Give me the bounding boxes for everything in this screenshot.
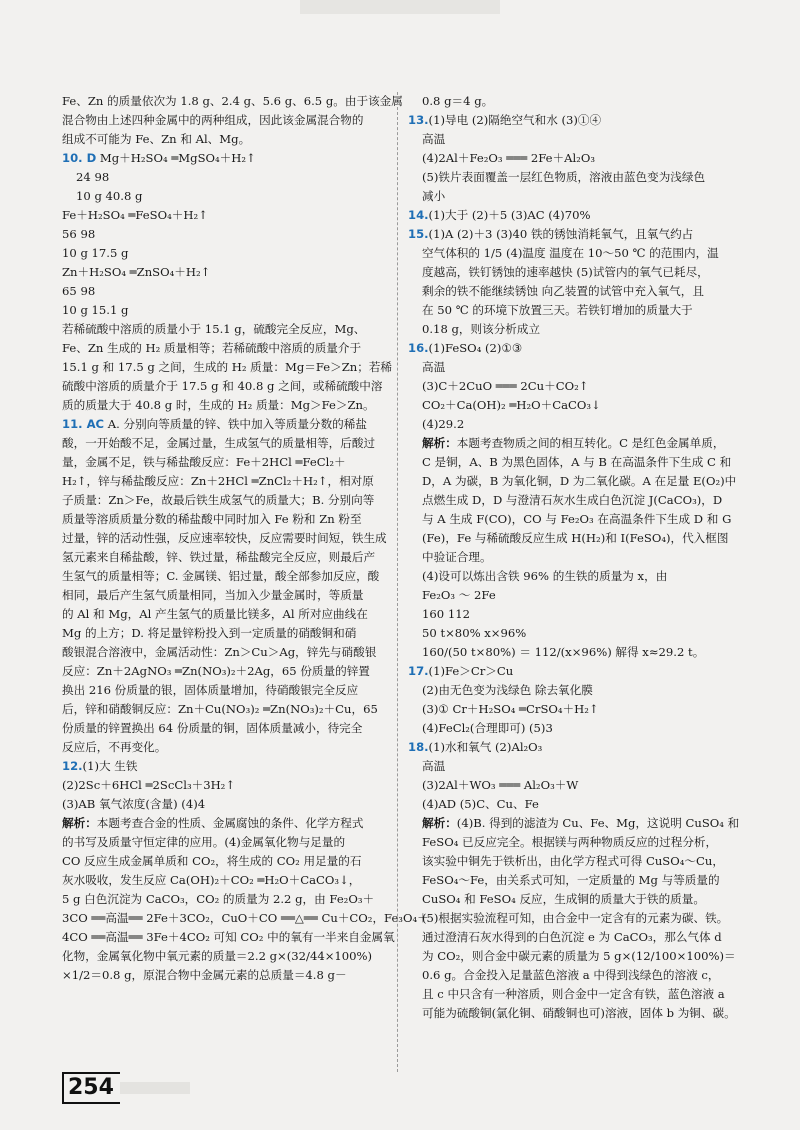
text-line <box>62 320 392 339</box>
line-text: 点燃生成 D，D 与澄清石灰水生成白色沉淀 J(CaCO₃)，D <box>422 493 723 507</box>
text-line <box>62 890 392 909</box>
line-text: A. 分别向等质量的锌、铁中加入等质量分数的稀盐 <box>104 417 367 431</box>
text-line <box>408 643 764 662</box>
text-line <box>62 377 392 396</box>
text-line <box>62 263 392 282</box>
line-text: 剩余的铁不能继续锈蚀 向乙装置的试管中充入氧气，且 <box>422 284 704 298</box>
text-line <box>62 700 392 719</box>
text-line <box>62 472 392 491</box>
text-line <box>62 795 392 814</box>
text-line <box>408 453 764 472</box>
line-text: (1)FeSO₄ (2)①③ <box>428 341 523 355</box>
line-text: 的 Al 和 Mg，Al 产生氢气的质量比镁多，Al 所对应曲线在 <box>62 607 368 621</box>
line-text: 为 CO₂，则合金中碳元素的质量为 5 g×(12/100×100%)＝ <box>422 949 736 963</box>
text-line <box>408 586 764 605</box>
text-line <box>62 339 392 358</box>
line-text: 份质量的锌置换出 64 份质量的铜，固体质量减小，待完全 <box>62 721 363 735</box>
text-line <box>62 168 392 187</box>
line-text: (4)B. 得到的滤渣为 Cu、Fe、Mg，这说明 CuSO₄ 和 <box>456 816 740 830</box>
line-text: 0.18 g，则该分析成立 <box>422 322 541 336</box>
text-line <box>408 206 764 225</box>
text-line <box>408 852 764 871</box>
text-line <box>62 301 392 320</box>
text-line <box>408 700 764 719</box>
line-text: 生氢气的质量相等；C. 金属镁、铝过量，酸全部参加反应，酸 <box>62 569 380 583</box>
text-line <box>408 301 764 320</box>
text-line <box>408 510 764 529</box>
line-text: 组成不可能为 Fe、Zn 和 Al、Mg。 <box>62 132 251 146</box>
line-text: 15.1 g 和 17.5 g 之间，生成的 H₂ 质量：Mg＝Fe＞Zn；若稀 <box>62 360 393 374</box>
line-text: FeSO₄～Fe，由关系式可知，一定质量的 Mg 与等质量的 <box>422 873 720 887</box>
line-text: 酸银混合溶液中，金属活动性：Zn＞Cu＞Ag，锌先与硝酸银 <box>62 645 377 659</box>
text-line <box>62 738 392 757</box>
text-line <box>408 415 764 434</box>
line-text: 65 98 <box>62 284 96 298</box>
text-line <box>408 377 764 396</box>
line-text: (1)Fe＞Cr＞Cu <box>428 664 514 678</box>
line-text: 质的质量大于 40.8 g 时，生成的 H₂ 质量：Mg＞Fe＞Zn。 <box>62 398 375 412</box>
text-line <box>62 548 392 567</box>
line-text: (1)水和氧气 (2)Al₂O₃ <box>428 740 543 754</box>
question-number: 11. AC <box>62 417 105 431</box>
text-line <box>62 909 429 928</box>
line-text: 通过澄清石灰水得到的白色沉淀 e 为 CaCO₃，那么气体 d <box>422 930 722 944</box>
line-text: 反应后，不再变化。 <box>62 740 167 754</box>
line-text: CO₂＋Ca(OH)₂ ═H₂O＋CaCO₃↓ <box>422 398 601 412</box>
line-text: 本题考查合金的性质、金属腐蚀的条件、化学方程式 <box>96 816 364 830</box>
question-number: 17. <box>408 664 429 678</box>
text-line <box>408 833 764 852</box>
line-text: 4CO ══高温══ 3Fe＋4CO₂ 可知 CO₂ 中的氧有一半来自金属氧 <box>62 930 395 944</box>
text-line <box>408 814 764 833</box>
text-line <box>62 947 392 966</box>
line-text: 子质量：Zn＞Fe，故最后铁生成氢气的质量大；B. 分别向等 <box>62 493 375 507</box>
line-text: 度越高，铁钉锈蚀的速率越快 (5)试管内的氧气已耗尽， <box>422 265 709 279</box>
line-text: FeSO₄ 已反应完全。根据镁与两种物质反应的过程分析， <box>422 835 718 849</box>
line-text: Zn＋H₂SO₄ ═ZnSO₄＋H₂↑ <box>62 265 211 279</box>
line-text: Fe、Zn 生成的 H₂ 质量相等；若稀硫酸中溶质的质量介于 <box>62 341 362 355</box>
question-number: 18. <box>408 740 429 754</box>
text-line <box>408 396 764 415</box>
line-text: (3)C＋2CuO ═══ 2Cu＋CO₂↑ <box>422 379 589 393</box>
line-text: (5)铁片表面覆盖一层红色物质，溶液由蓝色变为浅绿色 <box>422 170 706 184</box>
line-text: 160/(50 t×80%) ＝ 112/(x×96%) 解得 x≈29.2 t。 <box>422 645 705 659</box>
text-line <box>408 890 764 909</box>
text-line <box>62 643 392 662</box>
line-text: 过量，锌的活动性强，反应速率较快，反应需要时间短，铁生成 <box>62 531 387 545</box>
text-line <box>62 529 392 548</box>
text-line <box>408 624 764 643</box>
text-line <box>408 966 764 985</box>
line-text: 氢元素来自稀盐酸，锌、铁过量，稀盐酸完全反应，则最后产 <box>62 550 376 564</box>
line-text: 0.6 g。合金投入足量蓝色溶液 a 中得到浅绿色的溶液 c， <box>422 968 720 982</box>
line-text: (1)大 生铁 <box>82 759 138 773</box>
line-text: 该实验中铜先于铁析出，由化学方程式可得 CuSO₄～Cu， <box>422 854 724 868</box>
line-text: 换出 216 份质量的银，固体质量增加，待硝酸银完全反应 <box>62 683 359 697</box>
line-text: 在 50 ℃ 的环境下放置三天。若铁钉增加的质量大于 <box>422 303 693 317</box>
line-text: (4)FeCl₂(合理即可) (5)3 <box>422 721 553 735</box>
line-text: 5 g 白色沉淀为 CaCO₃，CO₂ 的质量为 2.2 g，由 Fe₂O₃＋ <box>62 892 375 906</box>
line-text: (Fe)，Fe 与稀硫酸反应生成 H(H₂)和 I(FeSO₄)，代入框图 <box>422 531 729 545</box>
line-text: (2)2Sc＋6HCl ═2ScCl₃＋3H₂↑ <box>62 778 236 792</box>
line-text: C 是铜，A、B 为黑色固体，A 与 B 在高温条件下生成 C 和 <box>422 455 732 469</box>
text-line <box>62 757 392 776</box>
text-line <box>62 928 395 947</box>
question-number: 13. <box>408 113 429 127</box>
text-line <box>408 358 764 377</box>
text-line <box>408 719 764 738</box>
line-text: 若稀硫酸中溶质的质量小于 15.1 g，硫酸完全反应，Mg、 <box>62 322 366 336</box>
text-line <box>62 149 392 168</box>
line-text: 24 98 <box>76 170 110 184</box>
line-text: Mg 的上方；D. 将足量锌粉投入到一定质量的硝酸铜和硝 <box>62 626 357 640</box>
text-line <box>62 225 392 244</box>
line-text: 10 g 40.8 g <box>76 189 143 203</box>
line-text: 且 c 中只含有一种溶质，则合金中一定含有铁，蓝色溶液 a <box>422 987 725 1001</box>
line-text: 的书写及质量守恒定律的应用。(4)金属氧化物与足量的 <box>62 835 346 849</box>
text-line <box>62 966 392 985</box>
text-line <box>408 263 764 282</box>
text-line <box>408 662 764 681</box>
line-text: ×1/2＝0.8 g，原混合物中金属元素的总质量＝4.8 g－ <box>62 968 347 982</box>
text-line <box>408 244 764 263</box>
analysis-label: 解析： <box>62 816 97 830</box>
text-line <box>408 757 764 776</box>
text-line <box>408 434 764 453</box>
text-line <box>408 111 764 130</box>
text-line <box>408 909 764 928</box>
line-text: 高温 <box>422 360 446 374</box>
line-text: 10 g 15.1 g <box>62 303 129 317</box>
line-text: 高温 <box>422 759 446 773</box>
question-number: 16. <box>408 341 429 355</box>
column-divider <box>397 92 398 1072</box>
text-line <box>408 776 764 795</box>
line-text: 56 98 <box>62 227 96 241</box>
text-line <box>408 738 764 757</box>
line-text: 本题考查物质之间的相互转化。C 是红色金属单质， <box>456 436 725 450</box>
line-text: (1)导电 (2)隔绝空气和水 (3)①④ <box>428 113 602 127</box>
line-text: 灰水吸收，发生反应 Ca(OH)₂＋CO₂ ═H₂O＋CaCO₃↓， <box>62 873 361 887</box>
text-line <box>62 605 392 624</box>
page-number: 254 <box>62 1072 120 1104</box>
text-line <box>408 282 764 301</box>
line-text: (4)设可以炼出含铁 96% 的生铁的质量为 x，由 <box>422 569 668 583</box>
line-text: 化物，金属氧化物中氧元素的质量＝2.2 g×(32/44×100%) <box>62 949 373 963</box>
line-text: 50 t×80% x×96% <box>422 626 527 640</box>
line-text: CO 反应生成金属单质和 CO₂，将生成的 CO₂ 用足量的石 <box>62 854 362 868</box>
line-text: 质量等溶质质量分数的稀盐酸中同时加入 Fe 粉和 Zn 粉至 <box>62 512 362 526</box>
text-line <box>62 681 392 700</box>
text-line <box>62 491 392 510</box>
text-line <box>408 472 764 491</box>
line-text: 空气体积的 1/5 (4)温度 温度在 10～50 ℃ 的范围内，温 <box>422 246 719 260</box>
line-text: CuSO₄ 和 FeSO₄ 反应，生成铜的质量大于铁的质量。 <box>422 892 705 906</box>
text-line <box>408 320 764 339</box>
line-text: (3)① Cr＋H₂SO₄ ═CrSO₄＋H₂↑ <box>422 702 599 716</box>
text-line <box>62 814 392 833</box>
line-text: 硫酸中溶质的质量介于 17.5 g 和 40.8 g 之间，或稀硫酸中溶 <box>62 379 383 393</box>
line-text: Mg＋H₂SO₄ ═MgSO₄＋H₂↑ <box>96 151 256 165</box>
question-number: 10. D <box>62 151 97 165</box>
analysis-label: 解析： <box>422 816 457 830</box>
text-line <box>408 567 764 586</box>
text-line <box>62 396 392 415</box>
line-text: 相同，最后产生氢气质量相同，当加入少量金属时，等质量 <box>62 588 364 602</box>
text-line <box>408 187 764 206</box>
text-line <box>408 928 764 947</box>
text-line <box>62 92 403 111</box>
text-line <box>62 662 392 681</box>
line-text: (1)A (2)＋3 (3)40 铁的锈蚀消耗氧气，且氧气约占 <box>428 227 694 241</box>
text-line <box>62 206 392 225</box>
line-text: Fe₂O₃ ～ 2Fe <box>422 588 496 602</box>
text-line <box>62 624 392 643</box>
line-text: Fe、Zn 的质量依次为 1.8 g、2.4 g、5.6 g、6.5 g。由于该金属 <box>62 94 403 108</box>
text-line <box>408 491 764 510</box>
line-text: (3)AB 氧气浓度(含量) (4)4 <box>62 797 206 811</box>
line-text: 反应：Zn＋2AgNO₃ ═Zn(NO₃)₂＋2Ag，65 份质量的锌置 <box>62 664 370 678</box>
line-text: 酸，一开始酸不足，金属过量，生成氢气的质量相等，后酸过 <box>62 436 376 450</box>
line-text: 量，金属不足，铁与稀盐酸反应：Fe＋2HCl ═FeCl₂＋ <box>62 455 346 469</box>
text-line <box>62 130 392 149</box>
text-line <box>62 510 392 529</box>
text-line <box>408 130 764 149</box>
text-line <box>408 1004 764 1023</box>
line-text: 中验证合理。 <box>422 550 492 564</box>
line-text: (5)根据实验流程可知，由合金中一定含有的元素为碳、铁。 <box>422 911 729 925</box>
text-line <box>62 833 392 852</box>
line-text: Fe＋H₂SO₄ ═FeSO₄＋H₂↑ <box>62 208 208 222</box>
text-line <box>408 168 764 187</box>
text-line <box>62 776 392 795</box>
line-text: 与 A 生成 F(CO)，CO 与 Fe₂O₃ 在高温条件下生成 D 和 G <box>422 512 732 526</box>
question-number: 14. <box>408 208 429 222</box>
line-text: (2)由无色变为浅绿色 除去氧化膜 <box>422 683 593 697</box>
line-text: 高温 <box>422 132 446 146</box>
text-line <box>62 586 392 605</box>
line-text: (4)AD (5)C、Cu、Fe <box>422 797 539 811</box>
line-text: 3CO ══高温══ 2Fe＋3CO₂，CuO＋CO ══△══ Cu＋CO₂，Fe₃O₄＋ <box>62 911 429 925</box>
text-line <box>408 339 764 358</box>
text-line <box>408 92 764 111</box>
text-line <box>408 225 764 244</box>
text-line <box>62 567 392 586</box>
line-text: (3)2Al＋WO₃ ═══ Al₂O₃＋W <box>422 778 579 792</box>
text-line <box>62 282 392 301</box>
text-line <box>408 548 764 567</box>
text-line <box>62 187 392 206</box>
question-number: 15. <box>408 227 429 241</box>
line-text: 160 112 <box>422 607 470 621</box>
line-text: 0.8 g＝4 g。 <box>422 94 494 108</box>
right-column <box>408 92 764 1023</box>
question-number: 12. <box>62 759 83 773</box>
line-text: (4)2Al＋Fe₂O₃ ═══ 2Fe＋Al₂O₃ <box>422 151 595 165</box>
line-text: D，A 为碳，B 为氧化铜，D 为二氧化碳。A 在足量 E(O₂)中 <box>422 474 737 488</box>
scan-shade <box>300 0 500 14</box>
text-line <box>408 681 764 700</box>
text-line <box>62 111 392 130</box>
line-text: (1)大于 (2)＋5 (3)AC (4)70% <box>428 208 591 222</box>
text-line <box>62 244 392 263</box>
text-line <box>408 985 764 1004</box>
line-text: 减小 <box>422 189 446 203</box>
text-line <box>62 719 392 738</box>
text-line <box>408 529 764 548</box>
line-text: (4)29.2 <box>422 417 465 431</box>
text-line <box>408 947 764 966</box>
text-line <box>408 605 764 624</box>
text-line <box>408 871 764 890</box>
line-text: H₂↑，锌与稀盐酸反应：Zn＋2HCl ═ZnCl₂＋H₂↑，相对原 <box>62 474 374 488</box>
text-line <box>62 434 392 453</box>
text-line <box>62 871 392 890</box>
text-line <box>408 795 764 814</box>
line-text: 10 g 17.5 g <box>62 246 129 260</box>
text-line <box>408 149 764 168</box>
footer-mark <box>120 1082 190 1094</box>
line-text: 混合物由上述四种金属中的两种组成，因此该金属混合物的 <box>62 113 364 127</box>
line-text: 可能为硫酸铜(氯化铜、硝酸铜也可)溶液，固体 b 为铜、碳。 <box>422 1006 736 1020</box>
text-line <box>62 852 392 871</box>
line-text: 后，锌和硝酸铜反应：Zn＋Cu(NO₃)₂ ═Zn(NO₃)₂＋Cu，65 <box>62 702 378 716</box>
text-line <box>62 358 392 377</box>
text-line <box>62 415 392 434</box>
text-line <box>62 453 392 472</box>
analysis-label: 解析： <box>422 436 457 450</box>
